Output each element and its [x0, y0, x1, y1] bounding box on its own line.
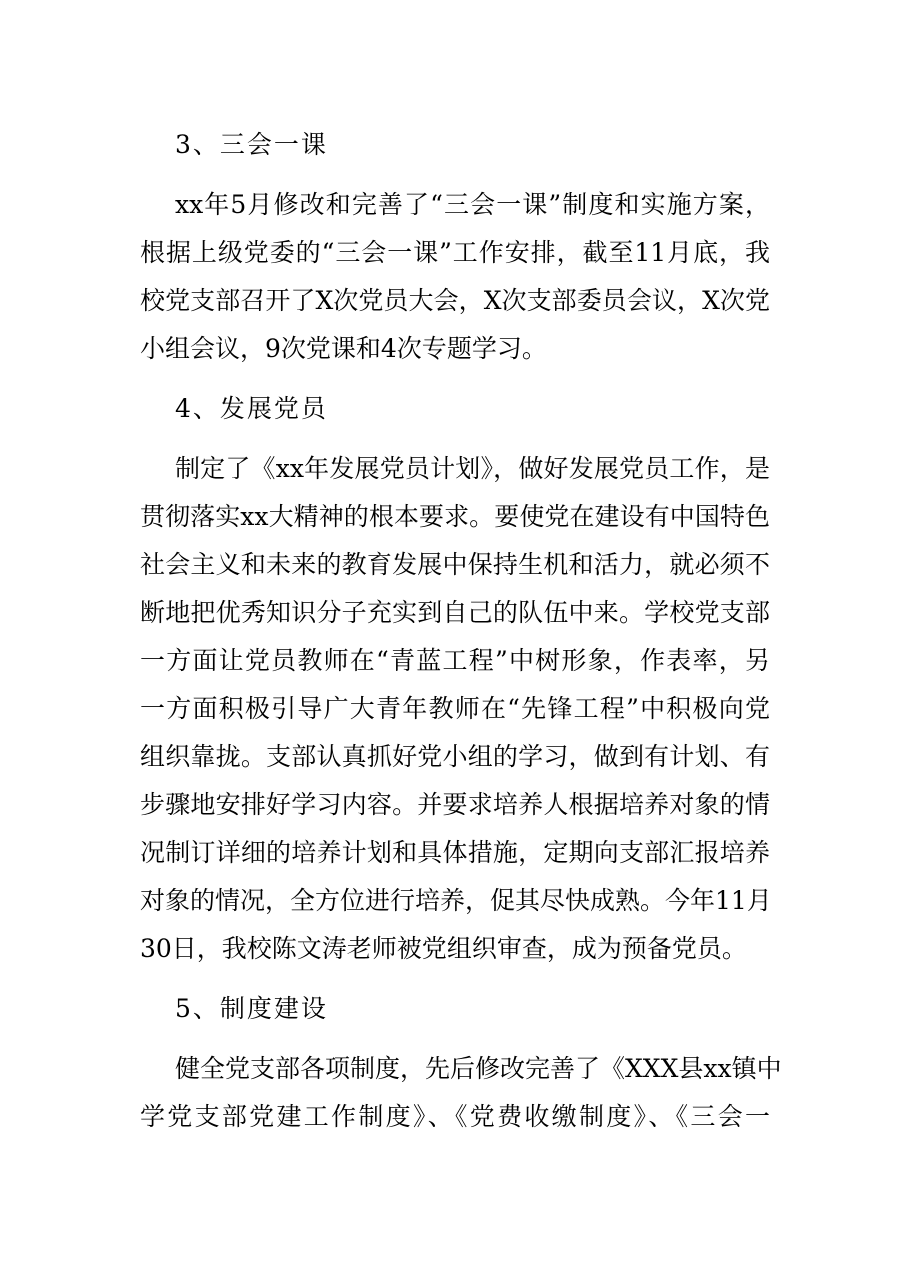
- paragraph-line: 断地把优秀知识分子充实到自己的队伍中来。学校党支部: [140, 598, 770, 627]
- section-heading-5: 5、制度建设: [175, 994, 328, 1023]
- paragraph-line: 根据上级党委的“三会一课”工作安排，截至11月底，我: [140, 238, 770, 267]
- paragraph-line: 制定了《xx年发展党员计划》，做好发展党员工作，是: [175, 454, 770, 483]
- paragraph-line: 组织靠拢。支部认真抓好党小组的学习，做到有计划、有: [140, 742, 770, 771]
- paragraph-line: 况制订详细的培养计划和具体措施，定期向支部汇报培养: [140, 838, 770, 867]
- section-heading-3: 3、三会一课: [175, 130, 328, 159]
- paragraph-line: 30日，我校陈文涛老师被党组织审查，成为预备党员。: [140, 934, 747, 963]
- paragraph-line: 小组会议，9次党课和4次专题学习。: [140, 334, 547, 363]
- paragraph-line: 学党支部党建工作制度》、《党费收缴制度》、《三会一: [140, 1102, 770, 1131]
- section-heading-4: 4、发展党员: [175, 394, 328, 423]
- paragraph-line: 一方面让党员教师在“青蓝工程”中树形象，作表率，另: [140, 646, 770, 675]
- paragraph-line: 社会主义和未来的教育发展中保持生机和活力，就必须不: [140, 550, 770, 579]
- paragraph-line: 贯彻落实xx大精神的根本要求。要使党在建设有中国特色: [140, 502, 770, 531]
- paragraph-line: 健全党支部各项制度，先后修改完善了《XXX县xx镇中: [175, 1054, 782, 1083]
- paragraph-line: 一方面积极引导广大青年教师在“先锋工程”中积极向党: [140, 694, 770, 723]
- paragraph-line: xx年5月修改和完善了“三会一课”制度和实施方案，: [175, 190, 770, 219]
- paragraph-line: 步骤地安排好学习内容。并要求培养人根据培养对象的情: [140, 790, 770, 819]
- paragraph-line: 校党支部召开了X次党员大会，X次支部委员会议，X次党: [140, 286, 770, 315]
- paragraph-line: 对象的情况，全方位进行培养，促其尽快成熟。今年11月: [140, 886, 772, 915]
